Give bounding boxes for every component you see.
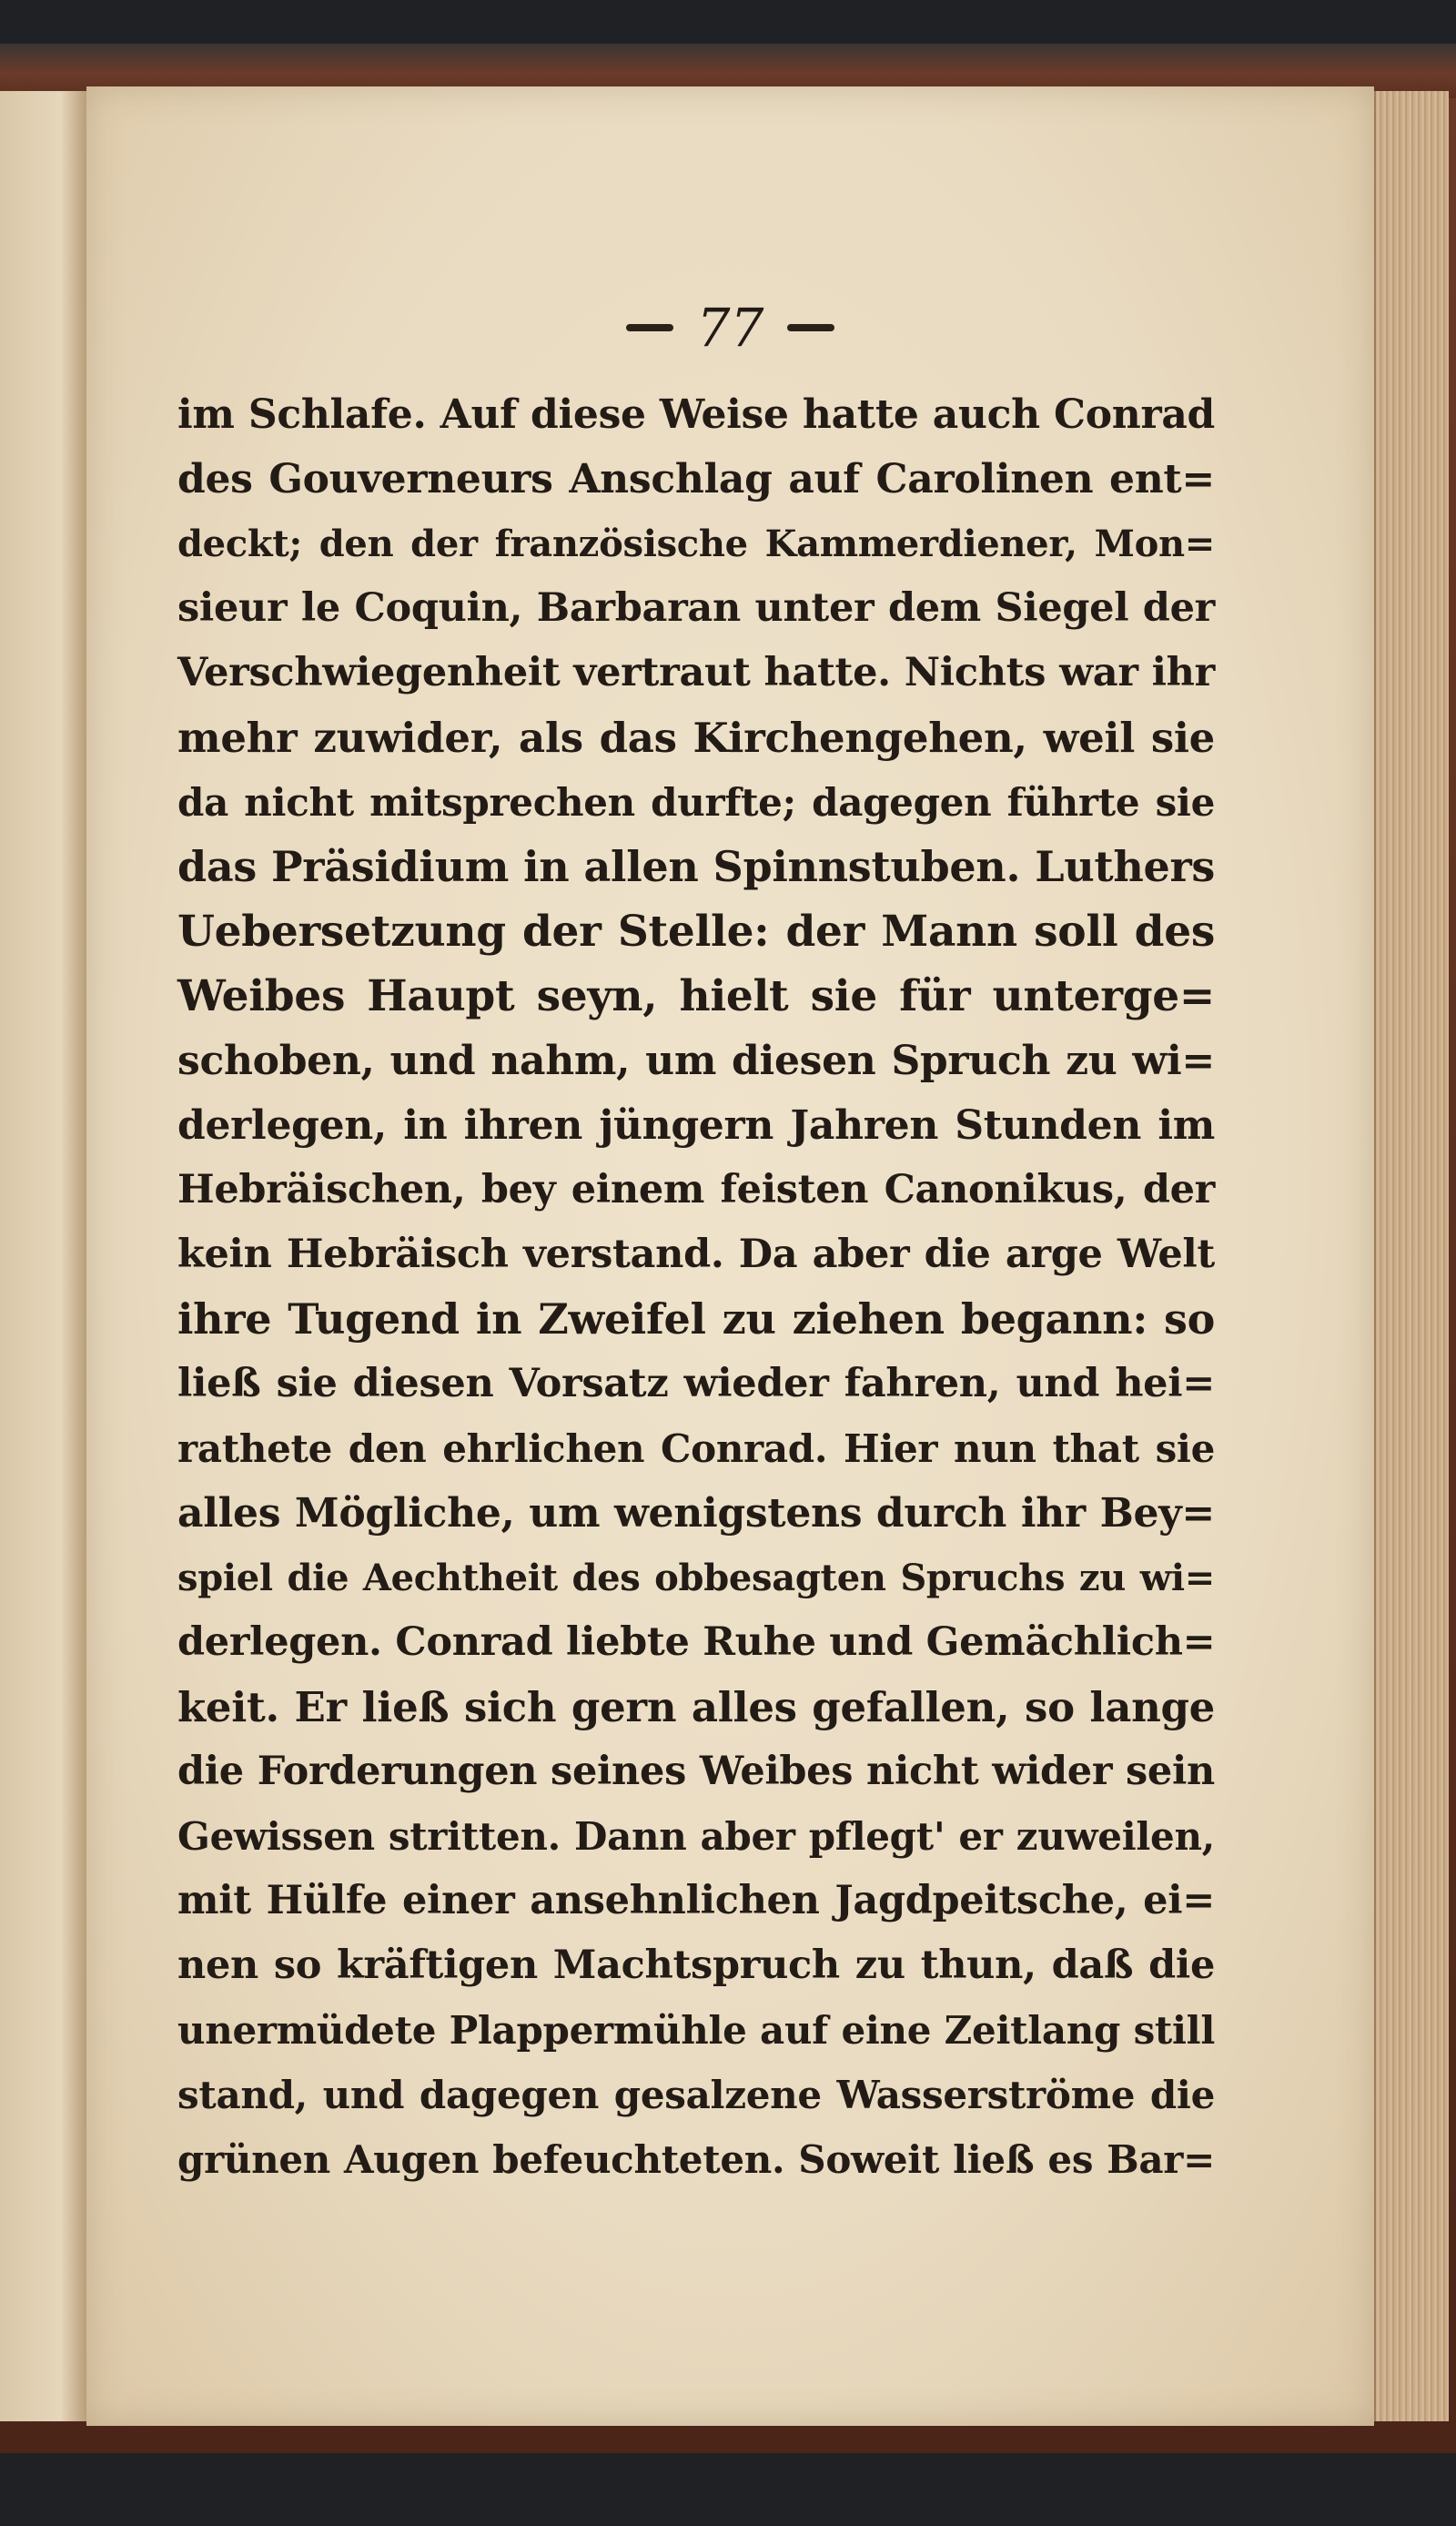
text-line: deckt; den der französische Kammerdiener, Mon=: [177, 522, 1215, 565]
text-line: die Forderungen seines Weibes nicht wider sein: [177, 1749, 1215, 1794]
text-line: sieur le Coquin, Barbaran unter dem Siegel der: [177, 585, 1215, 631]
text-line: Weibes Haupt seyn, hielt sie für unterge=: [177, 971, 1215, 1021]
text-line: derlegen, in ihren jüngern Jahren Stunden im: [177, 1102, 1215, 1149]
text-line: Uebersetzung der Stelle: der Mann soll des: [177, 907, 1215, 957]
text-line: mehr zuwider, als das Kirchengehen, weil sie: [177, 714, 1215, 762]
text-line: Verschwiegenheit vertraut hatte. Nichts war ihr: [177, 650, 1215, 695]
text-line: ihre Tugend in Zweifel zu ziehen begann: so: [177, 1294, 1215, 1344]
text-line: keit. Er ließ sich gern alles gefallen, so lange: [177, 1683, 1215, 1731]
text-line: mit Hülfe einer ansehnlichen Jagdpeitsche, ei=: [177, 1878, 1215, 1923]
text-line: unermüdete Plappermühle auf eine Zeitlang still: [177, 2008, 1215, 2053]
text-line: kein Hebräisch verstand. Da aber die arge Welt: [177, 1232, 1215, 1277]
text-line: rathete den ehrlichen Conrad. Hier nun that sie: [177, 1426, 1215, 1471]
text-line: spiel die Aechtheit des obbesagten Spruchs zu wi=: [177, 1557, 1215, 1599]
text-line: derlegen. Conrad liebte Ruhe und Gemächlich=: [177, 1619, 1216, 1665]
text-line: schoben, und nahm, um diesen Spruch zu wi=: [177, 1038, 1215, 1084]
text-line: des Gouverneurs Anschlag auf Carolinen ent=: [177, 456, 1215, 502]
text-line: das Präsidium in allen Spinnstuben. Luthers: [177, 842, 1215, 891]
page-number: 77: [696, 297, 764, 359]
text-line: da nicht mitsprechen durfte; dagegen führte sie: [177, 780, 1215, 825]
left-page-edge: [0, 91, 89, 2421]
text-line: nen so kräftigen Machtspruch zu thun, daß die: [177, 1943, 1215, 1988]
text-line: Gewissen stritten. Dann aber pflegt' er zuweilen,: [177, 1814, 1215, 1859]
header-dash-right: [787, 324, 834, 331]
header-dash-left: [626, 324, 673, 331]
page-header: [86, 291, 1374, 364]
body-text: [177, 382, 1215, 2192]
text-line: im Schlafe. Auf diese Weise hatte auch Conrad: [177, 391, 1215, 438]
text-line: grünen Augen befeuchteten. Soweit ließ es Bar=: [177, 2137, 1215, 2182]
text-line: alles Mögliche, um wenigstens durch ihr Bey=: [177, 1490, 1215, 1537]
page-stack-edges: [1374, 91, 1449, 2421]
text-line: stand, und dagegen gesalzene Wasserströme die: [177, 2073, 1215, 2117]
text-line: ließ sie diesen Vorsatz wieder fahren, und hei=: [177, 1361, 1215, 1406]
text-line: Hebräischen, bey einem feisten Canonikus, der: [177, 1167, 1215, 1212]
